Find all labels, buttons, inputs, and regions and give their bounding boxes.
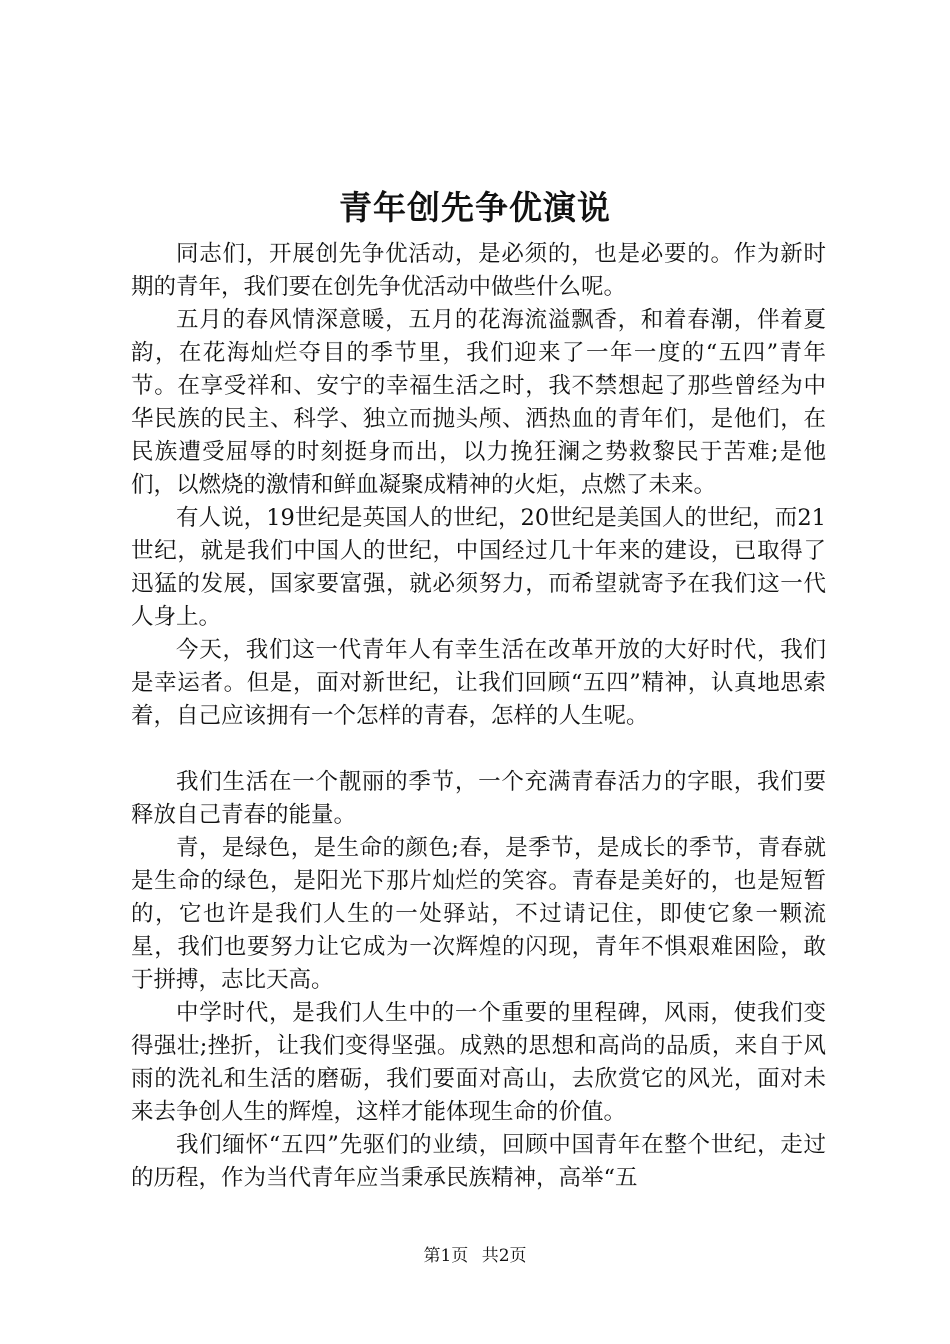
- paragraph: 青，是绿色，是生命的颜色;春，是季节，是成长的季节，青春就是生命的绿色，是阳光下那片灿烂的笑容。青春是美好的，也是短暂的，它也许是我们人生的一处驿站，不过请记住，即使它象一颗流星，我们也要努力让它成为一次辉煌的闪现，青年不惧艰难困险，敢于拼搏，志比天高。: [131, 835, 826, 993]
- page-title: 青年创先争优演说: [339, 188, 611, 227]
- page-number-current: 第1页: [423, 1246, 469, 1266]
- document-body: [131, 238, 826, 1195]
- paragraph: 五月的春风情深意暖，五月的花海流溢飘香，和着春潮，伴着夏韵，在花海灿烂夺目的季节里，我们迎来了一年一度的“五四”青年节。在享受祥和、安宁的幸福生活之时，我不禁想起了那些曾经为中华民族的民主、科学、独立而抛头颅、洒热血的青年们，是他们，在民族遭受屈辱的时刻挺身而出，以力挽狂澜之势救黎民于苦难;是他们，以燃烧的激情和鲜血凝聚成精神的火炬，点燃了未来。: [131, 307, 826, 498]
- page-footer: [0, 1244, 950, 1268]
- paragraph: 同志们，开展创先争优活动，是必须的，也是必要的。作为新时期的青年，我们要在创先争优活动中做些什么呢。: [131, 241, 826, 300]
- paragraph: 有人说，19世纪是英国人的世纪，20世纪是美国人的世纪，而21世纪，就是我们中国人的世纪，中国经过几十年来的建设，已取得了迅猛的发展，国家要富强，就必须努力，而希望就寄予在我们这一代人身上。: [131, 505, 826, 630]
- paragraph: 我们生活在一个靓丽的季节，一个充满青春活力的字眼，我们要释放自己青春的能量。: [131, 769, 826, 828]
- paragraph: 今天，我们这一代青年人有幸生活在改革开放的大好时代，我们是幸运者。但是，面对新世纪，让我们回顾“五四”精神，认真地思索着，自己应该拥有一个怎样的青春，怎样的人生呢。: [131, 637, 826, 729]
- paragraph: 中学时代，是我们人生中的一个重要的里程碑，风雨，使我们变得强壮;挫折，让我们变得坚强。成熟的思想和高尚的品质，来自于风雨的洗礼和生活的磨砺，我们要面对高山，去欣赏它的风光，面对未来去争创人生的辉煌，这样才能体现生命的价值。: [131, 1000, 826, 1125]
- page-number-total: 共2页: [481, 1246, 527, 1266]
- paragraph: 我们缅怀“五四”先驱们的业绩，回顾中国青年在整个世纪，走过的历程，作为当代青年应当秉承民族精神，高举“五: [131, 1132, 826, 1191]
